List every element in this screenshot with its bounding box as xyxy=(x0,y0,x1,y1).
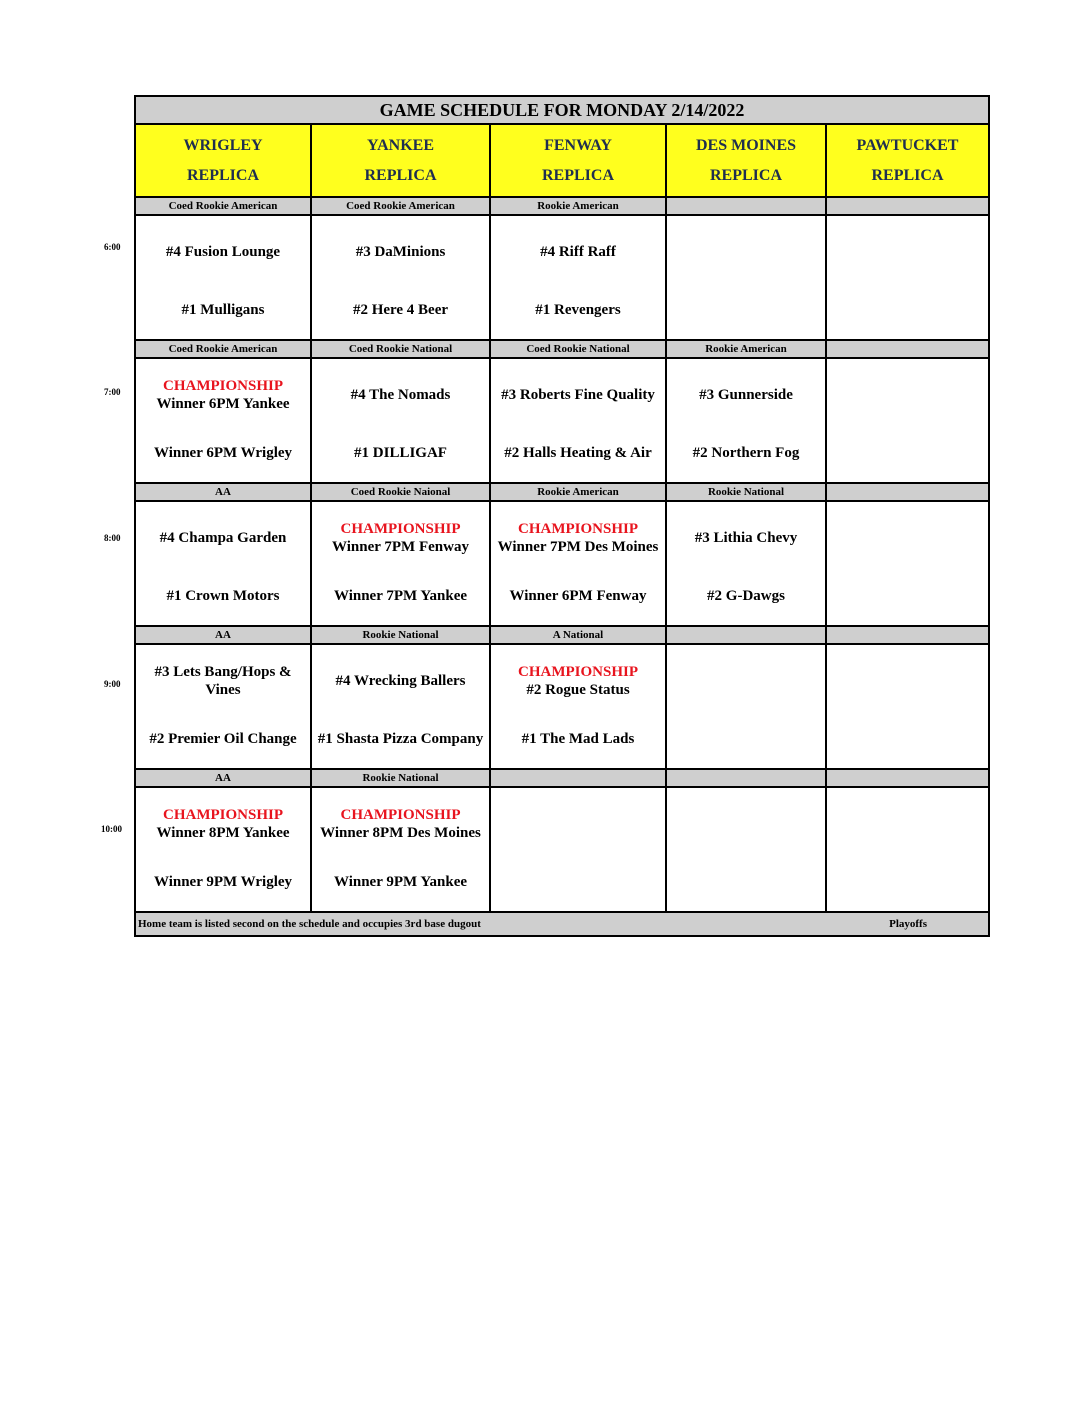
division-label: Rookie American xyxy=(667,341,827,359)
game-cell xyxy=(491,216,667,341)
division-label: A National xyxy=(491,627,667,645)
home-team: #2 Halls Heating & Air xyxy=(504,445,652,461)
field-name: PAWTUCKET xyxy=(856,136,959,154)
game-cell xyxy=(667,359,827,484)
away-team: Winner 7PM Des Moines xyxy=(497,539,659,555)
division-label xyxy=(827,770,988,788)
division-label xyxy=(827,627,988,645)
home-team xyxy=(667,727,825,751)
away-block xyxy=(312,373,489,417)
division-label xyxy=(667,770,827,788)
away-block xyxy=(491,802,665,846)
away-block xyxy=(491,373,665,417)
away-block xyxy=(312,516,489,560)
away-block xyxy=(667,802,825,846)
division-label: Rookie American xyxy=(491,198,667,216)
game-cell xyxy=(667,788,827,913)
footer-bar xyxy=(136,913,988,935)
home-team xyxy=(827,727,988,751)
home-team: Winner 6PM Fenway xyxy=(509,588,647,604)
field-sub: REPLICA xyxy=(871,166,944,184)
division-label xyxy=(491,770,667,788)
game-cell xyxy=(312,788,491,913)
home-team: #1 Shasta Pizza Company xyxy=(317,731,484,747)
field-header-fenway xyxy=(491,125,667,198)
schedule-title: GAME SCHEDULE FOR MONDAY 2/14/2022 xyxy=(136,97,988,125)
championship-label: CHAMPIONSHIP xyxy=(518,521,638,537)
game-cell xyxy=(312,645,491,770)
playoffs-label: Playoffs xyxy=(889,918,927,930)
game-cell xyxy=(827,788,988,913)
away-team: #4 Fusion Lounge xyxy=(165,244,281,260)
field-header-yankee xyxy=(312,125,491,198)
game-row xyxy=(136,788,988,913)
division-label: Coed Rookie American xyxy=(136,198,312,216)
home-team-note: Home team is listed second on the schedule and occupies 3rd base dugout xyxy=(138,918,481,930)
home-team xyxy=(667,870,825,894)
field-sub: REPLICA xyxy=(541,166,614,184)
home-team: #1 The Mad Lads xyxy=(521,731,635,747)
away-block xyxy=(136,802,310,846)
away-block xyxy=(827,516,988,560)
division-label xyxy=(827,484,988,502)
game-cell xyxy=(312,359,491,484)
division-label xyxy=(667,627,827,645)
game-cell xyxy=(827,502,988,627)
game-cell xyxy=(136,216,312,341)
time-slots xyxy=(136,198,988,913)
home-team: #1 DILLIGAF xyxy=(354,445,447,461)
division-label: Rookie National xyxy=(312,770,491,788)
field-name: YANKEE xyxy=(367,136,434,154)
away-block xyxy=(136,659,310,703)
game-cell xyxy=(491,359,667,484)
division-label: AA xyxy=(136,627,312,645)
away-team: #3 DaMinions xyxy=(355,244,446,260)
time-label: 6:00 xyxy=(104,242,121,252)
home-team: #1 Mulligans xyxy=(181,302,265,318)
away-team: Winner 6PM Yankee xyxy=(156,396,290,412)
game-cell xyxy=(667,502,827,627)
field-header-des-moines xyxy=(667,125,827,198)
away-block xyxy=(827,659,988,703)
away-block xyxy=(491,516,665,560)
game-cell xyxy=(136,788,312,913)
game-row xyxy=(136,216,988,341)
away-team: #3 Gunnerside xyxy=(699,387,793,403)
home-team xyxy=(827,441,988,465)
championship-label: CHAMPIONSHIP xyxy=(340,521,461,537)
away-block xyxy=(827,802,988,846)
game-cell xyxy=(491,502,667,627)
division-label: AA xyxy=(136,484,312,502)
schedule-table xyxy=(134,95,990,937)
field-header-wrigley xyxy=(136,125,312,198)
away-team: #4 Wrecking Ballers xyxy=(335,673,466,689)
home-team xyxy=(667,298,825,322)
division-row xyxy=(136,198,988,216)
game-cell xyxy=(136,502,312,627)
away-block xyxy=(827,373,988,417)
game-cell xyxy=(491,788,667,913)
away-block xyxy=(827,230,988,274)
home-team: #2 Here 4 Beer xyxy=(352,302,449,318)
home-team: Winner 7PM Yankee xyxy=(333,588,468,604)
time-label: 8:00 xyxy=(104,533,121,543)
division-label xyxy=(667,198,827,216)
away-block xyxy=(136,516,310,560)
away-team: #2 Rogue Status xyxy=(526,682,630,698)
home-team xyxy=(827,584,988,608)
game-cell xyxy=(136,359,312,484)
away-team: #3 Lithia Chevy xyxy=(694,530,798,546)
division-row xyxy=(136,341,988,359)
away-team: #3 Roberts Fine Quality xyxy=(501,387,655,403)
division-label: AA xyxy=(136,770,312,788)
game-cell xyxy=(827,216,988,341)
game-row xyxy=(136,359,988,484)
away-block xyxy=(136,373,310,417)
away-block xyxy=(491,659,665,703)
game-cell xyxy=(312,502,491,627)
division-row xyxy=(136,484,988,502)
away-block xyxy=(312,230,489,274)
division-label: Rookie National xyxy=(312,627,491,645)
away-block xyxy=(667,230,825,274)
home-team: #1 Revengers xyxy=(535,302,621,318)
field-sub: REPLICA xyxy=(186,166,259,184)
time-label: 10:00 xyxy=(101,824,122,834)
home-team xyxy=(491,870,665,894)
away-team: #3 Lets Bang/Hops & Vines xyxy=(154,664,292,698)
division-label: Rookie National xyxy=(667,484,827,502)
championship-label: CHAMPIONSHIP xyxy=(518,664,638,680)
home-team xyxy=(827,298,988,322)
home-team: Winner 9PM Wrigley xyxy=(153,874,293,890)
away-team: #4 Champa Garden xyxy=(159,530,287,546)
away-block xyxy=(312,802,489,846)
game-row xyxy=(136,645,988,770)
away-team: #4 Riff Raff xyxy=(540,244,616,260)
field-name: FENWAY xyxy=(544,136,612,154)
away-block xyxy=(136,230,310,274)
division-label: Coed Rookie American xyxy=(136,341,312,359)
home-team: Winner 9PM Yankee xyxy=(333,874,468,890)
division-label xyxy=(827,198,988,216)
division-label xyxy=(827,341,988,359)
game-cell xyxy=(827,645,988,770)
home-team: Winner 6PM Wrigley xyxy=(153,445,293,461)
home-team: #2 G-Dawgs xyxy=(707,588,785,604)
game-cell xyxy=(667,216,827,341)
game-cell xyxy=(491,645,667,770)
away-team: #4 The Nomads xyxy=(350,387,451,403)
championship-label: CHAMPIONSHIP xyxy=(163,807,283,823)
game-cell xyxy=(136,645,312,770)
division-row xyxy=(136,770,988,788)
game-cell xyxy=(312,216,491,341)
field-sub: REPLICA xyxy=(364,166,437,184)
championship-label: CHAMPIONSHIP xyxy=(340,807,461,823)
division-label: Coed Rookie Naional xyxy=(312,484,491,502)
division-label: Coed Rookie American xyxy=(312,198,491,216)
division-row xyxy=(136,627,988,645)
away-block xyxy=(491,230,665,274)
home-team xyxy=(827,870,988,894)
division-label: Rookie American xyxy=(491,484,667,502)
home-team: #1 Crown Motors xyxy=(166,588,280,604)
away-block xyxy=(667,373,825,417)
time-label: 7:00 xyxy=(104,387,121,397)
away-block xyxy=(667,516,825,560)
game-row xyxy=(136,502,988,627)
field-name: WRIGLEY xyxy=(183,136,263,154)
championship-label: CHAMPIONSHIP xyxy=(163,378,283,394)
away-block xyxy=(312,659,489,703)
field-header-row xyxy=(136,125,988,198)
time-label: 9:00 xyxy=(104,679,121,689)
field-header-pawtucket xyxy=(827,125,988,198)
division-label: Coed Rookie National xyxy=(491,341,667,359)
away-team: Winner 8PM Yankee xyxy=(156,825,290,841)
home-team: #2 Northern Fog xyxy=(692,445,800,461)
away-block xyxy=(667,659,825,703)
away-team: Winner 7PM Fenway xyxy=(332,539,469,555)
game-cell xyxy=(667,645,827,770)
field-name: DES MOINES xyxy=(695,136,797,154)
game-cell xyxy=(827,359,988,484)
away-team: Winner 8PM Des Moines xyxy=(320,825,481,841)
division-label: Coed Rookie National xyxy=(312,341,491,359)
field-sub: REPLICA xyxy=(709,166,782,184)
home-team: #2 Premier Oil Change xyxy=(149,731,297,747)
